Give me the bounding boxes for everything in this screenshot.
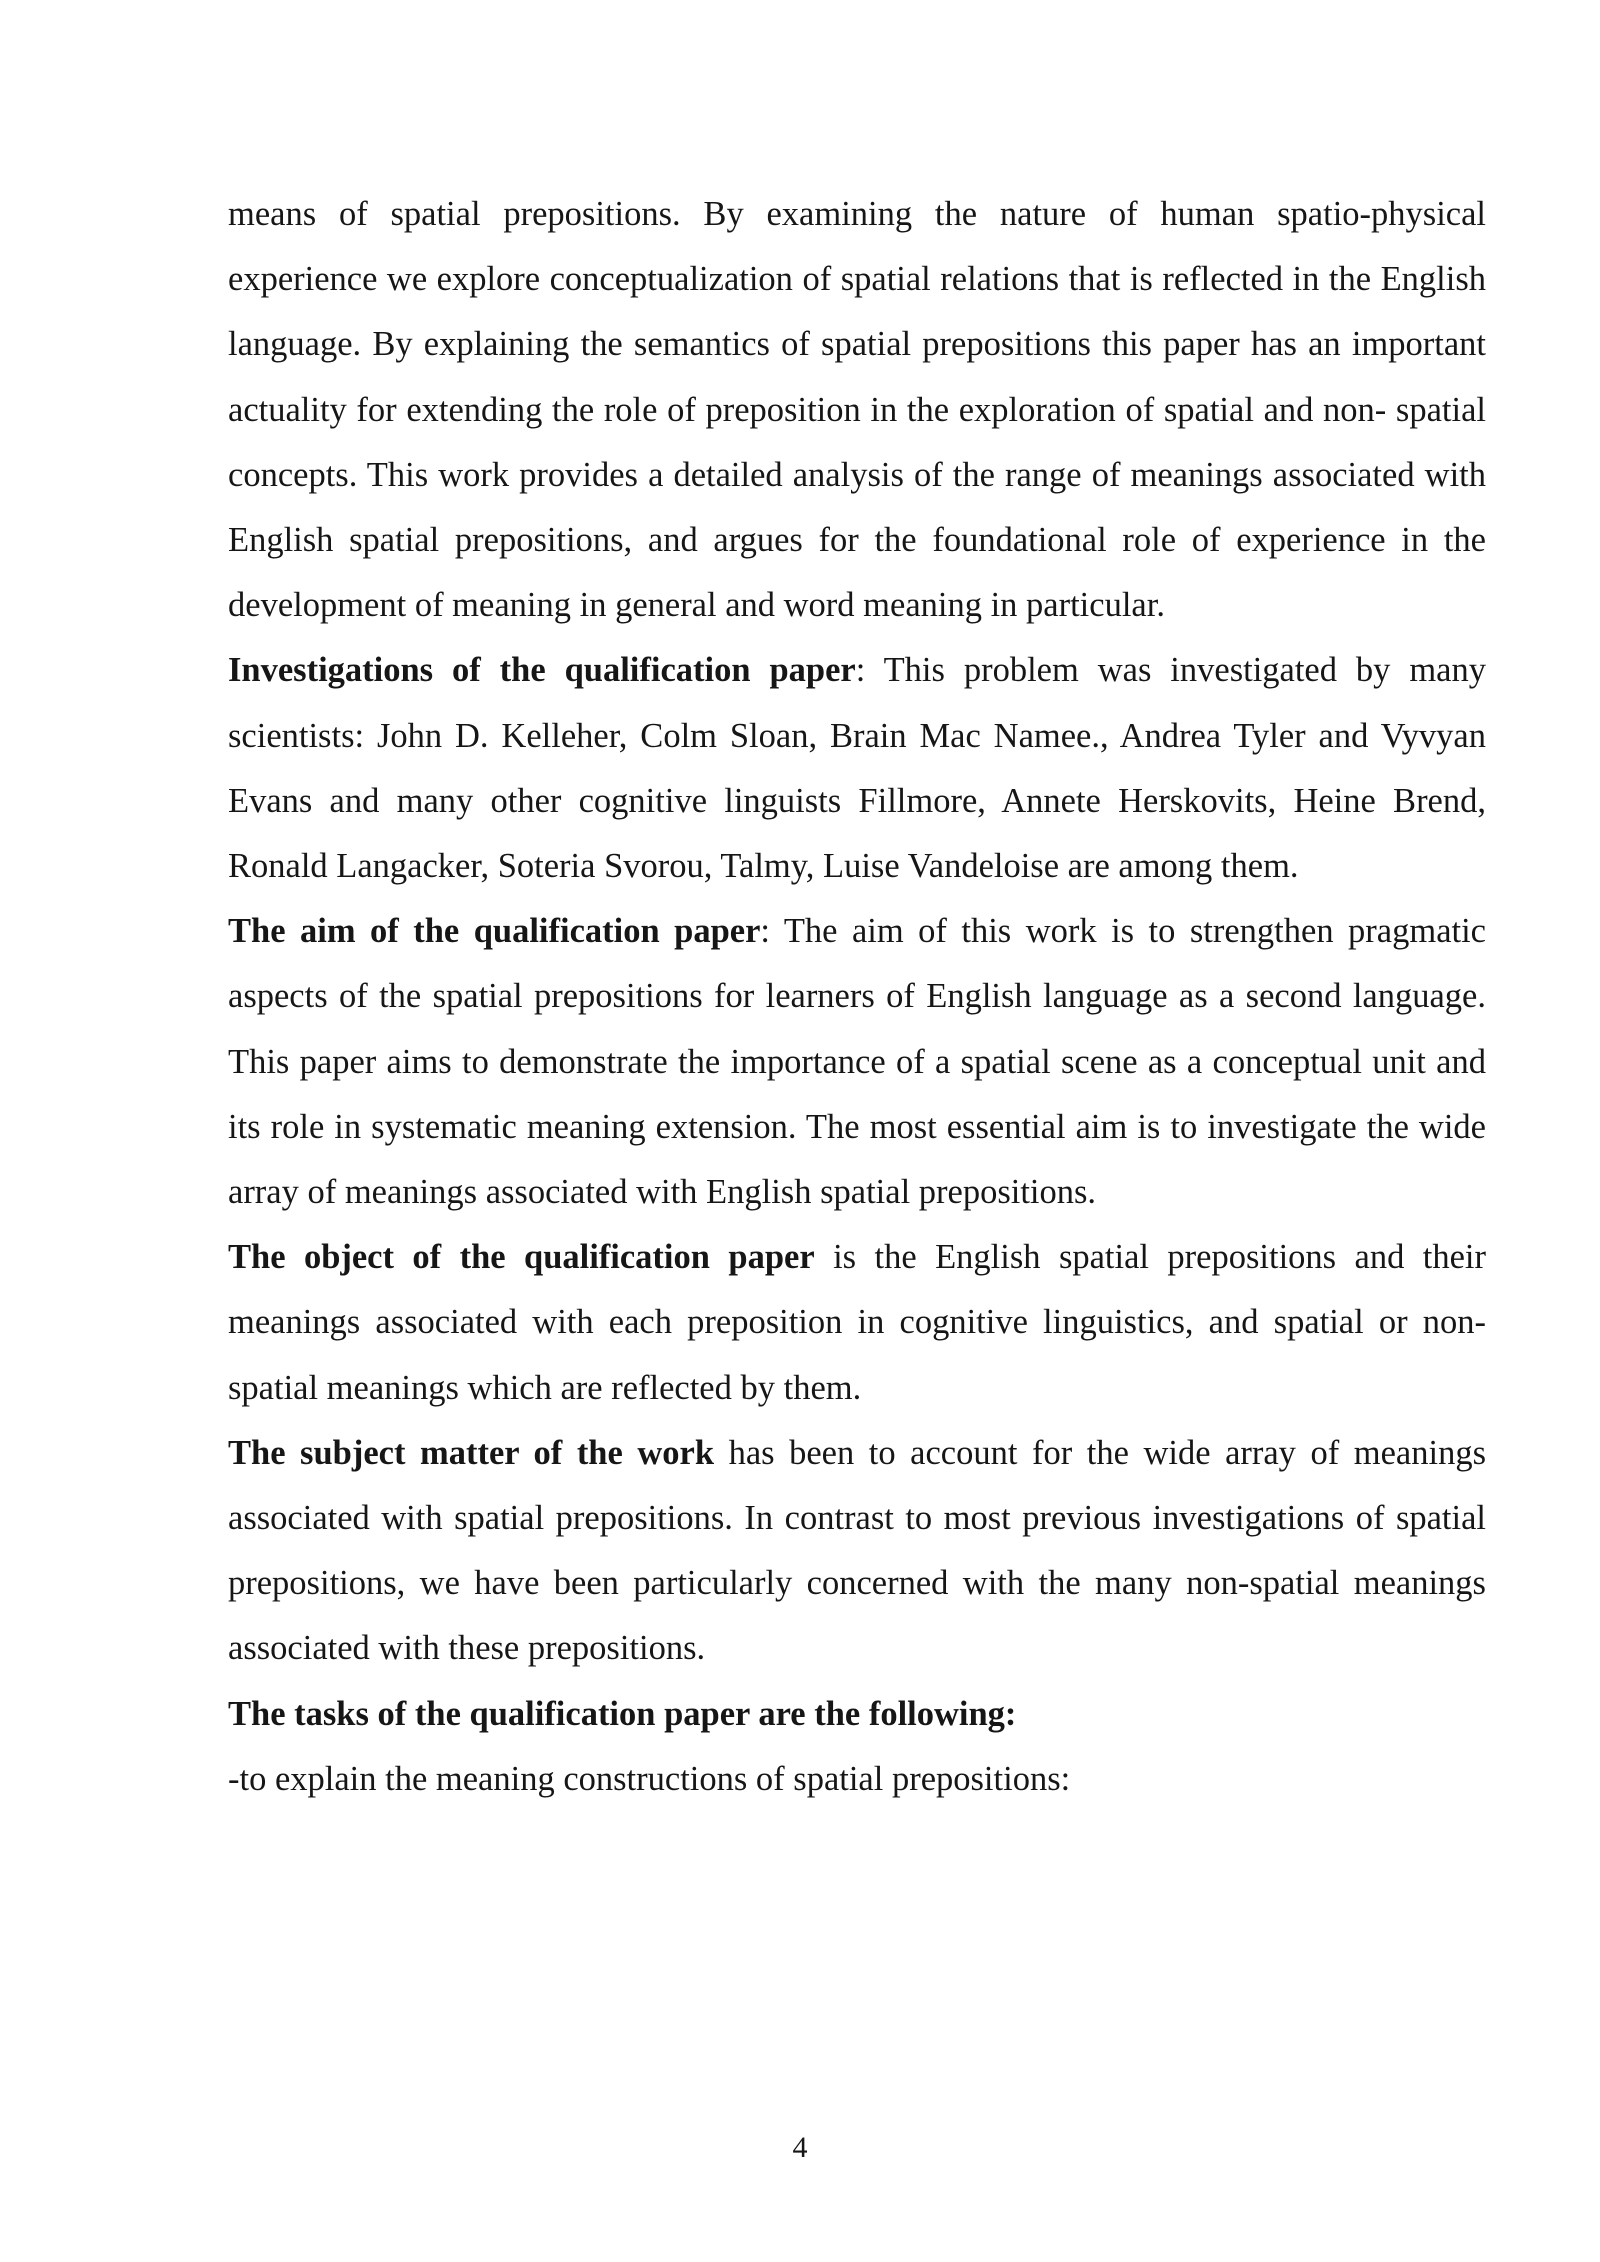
paragraph-tasks-heading bbox=[228, 1682, 1486, 1747]
paragraph-heading: The tasks of the qualification paper are the following: bbox=[228, 1694, 1017, 1733]
paragraph-text: : This problem was investigated by many scientists: John D. Kelleher, Colm Sloan, Brain Mac Namee., Andrea Tyler and Vyvyan Evans and many other cognitive linguists Fillmore, Annete Herskovits, Heine Brend, Ronald Langacker, Soteria Svorou, Talmy, Luise Vandeloise are among them. bbox=[228, 651, 1486, 886]
paragraph-aim bbox=[228, 899, 1486, 1225]
paragraph-text: has been to account for the wide array of meanings associated with spatial prepositions. In contrast to most previous investigations of spatial prepositions, we have been particularly concerned with the many non-spatial meanings associated with these prepositions. bbox=[228, 1433, 1486, 1668]
paragraph-introduction bbox=[228, 182, 1486, 638]
paragraph-investigations bbox=[228, 638, 1486, 899]
page-number: 4 bbox=[792, 2131, 808, 2164]
paragraph-subject-matter bbox=[228, 1421, 1486, 1682]
paragraph-heading: The aim of the qualification paper bbox=[228, 912, 761, 951]
paragraph-text: : The aim of this work is to strengthen pragmatic aspects of the spatial prepositions for learners of English language as a second language. This paper aims to demonstrate the importance of a spatial scene as a conceptual unit and its role in systematic meaning extension. The most essential aim is to investigate the wide array of meanings associated with English spatial prepositions. bbox=[228, 912, 1486, 1212]
paragraph-text: -to explain the meaning constructions of spatial prepositions: bbox=[228, 1759, 1071, 1798]
paragraph-heading: The subject matter of the work bbox=[228, 1433, 715, 1472]
paragraph-task-item bbox=[228, 1747, 1486, 1812]
paragraph-object bbox=[228, 1225, 1486, 1421]
paragraph-heading: The object of the qualification paper bbox=[228, 1238, 815, 1277]
body-text bbox=[228, 182, 1486, 1812]
paragraph-text: is the English spatial prepositions and their meanings associated with each preposition in cognitive linguistics, and spatial or non-spatial meanings which are reflected by them. bbox=[228, 1238, 1486, 1407]
paragraph-text: means of spatial prepositions. By examining the nature of human spatio-physical experience we explore conceptualization of spatial relations that is reflected in the English language. By explaining the semantics of spatial prepositions this paper has an important actuality for extending the role of preposition in the exploration of spatial and non- spatial concepts. This work provides a detailed analysis of the range of meanings associated with English spatial prepositions, and argues for the foundational role of experience in the development of meaning in general and word meaning in particular. bbox=[228, 195, 1486, 625]
paragraph-heading: Investigations of the qualification paper bbox=[228, 651, 856, 690]
